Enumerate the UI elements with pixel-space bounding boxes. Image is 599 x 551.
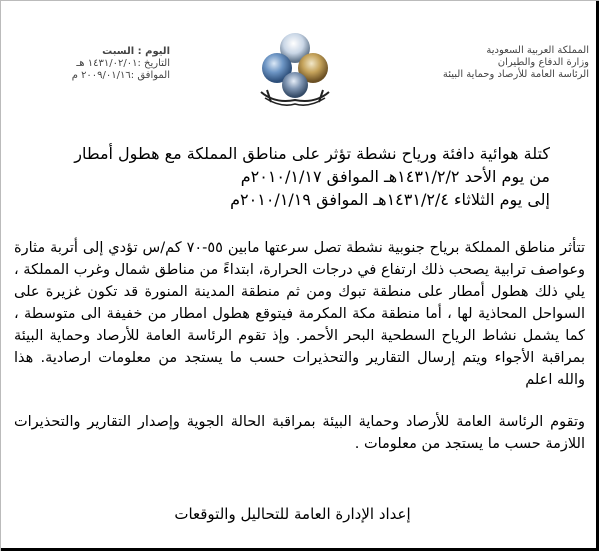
title-line-headline: كتلة هوائية دافئة ورياح نشطة تؤثر على مناطق المملكة مع هطول أمطار: [74, 144, 550, 163]
left-border: [0, 0, 1, 551]
date-header: [30, 46, 170, 82]
hijri-date: التاريخ :١٤٣١/٠٢/٠١ هـ: [76, 58, 170, 69]
paragraph-monitoring: وتقوم الرئاسة العامة للأرصاد وحماية البيئة بمراقبة الحالة الجوية وإصدار التقارير والتحذيرات اللازمة حسب ما يستجد من معلومات .: [14, 414, 585, 452]
ministry-emblem-icon: [255, 30, 335, 112]
org-line-presidency: الرئاسة العامة للأرصاد وحماية البيئة: [442, 69, 589, 80]
title-line-end-date: إلى يوم الثلاثاء ١٤٣١/٢/٤هـ الموافق ٢٠١٠/١/١٩م: [230, 190, 550, 209]
org-line-ministry: وزارة الدفاع والطيران: [497, 57, 589, 68]
day-label: اليوم : السبت: [102, 46, 170, 57]
signature-line: إعداد الإدارة العامة للتحاليل والتوقعات: [174, 505, 411, 523]
title-line-start-date: من يوم الأحد ١٤٣١/٢/٢هـ الموافق ٢٠١٠/١/١٧م: [240, 167, 550, 186]
organization-header: [349, 45, 589, 81]
org-line-kingdom: المملكة العربية السعودية: [486, 45, 589, 56]
paragraph-forecast: تتأثر مناطق المملكة برياح جنوبية نشطة تصل سرعتها مابين ٥٥-٧٠ كم/س تؤدي إلى أتربة مثارة وعواصف ترابية يصحب ذلك ارتفاع في درجات الحرارة، ابتداءً من مناطق شمال وغرب المملكة ، يلي ذلك هطول أمطار على منطقة تبوك ومن ثم منطقة المدينة المنورة قد تكون غزيرة على السواحل المحاذية لها ، أما منطقة مكة المكرمة فيتوقع هطول امطار من خفيفة الى متوسطة ، كما يشمل نشاط الرياح السطحية البحر الأحمر. وإذ تقوم الرئاسة العامة للأرصاد وحماية البيئة بمراقبة الأجواء ويتم إرسال التقارير والتحذيرات حسب ما يستجد من معلومات ارصادية. هذا والله اعلم: [14, 240, 585, 388]
top-border: [0, 0, 599, 1]
report-title: [50, 142, 550, 211]
report-body: [14, 237, 585, 455]
gregorian-date: الموافق :٢٠٠٩/٠١/١٦ م: [71, 70, 170, 81]
